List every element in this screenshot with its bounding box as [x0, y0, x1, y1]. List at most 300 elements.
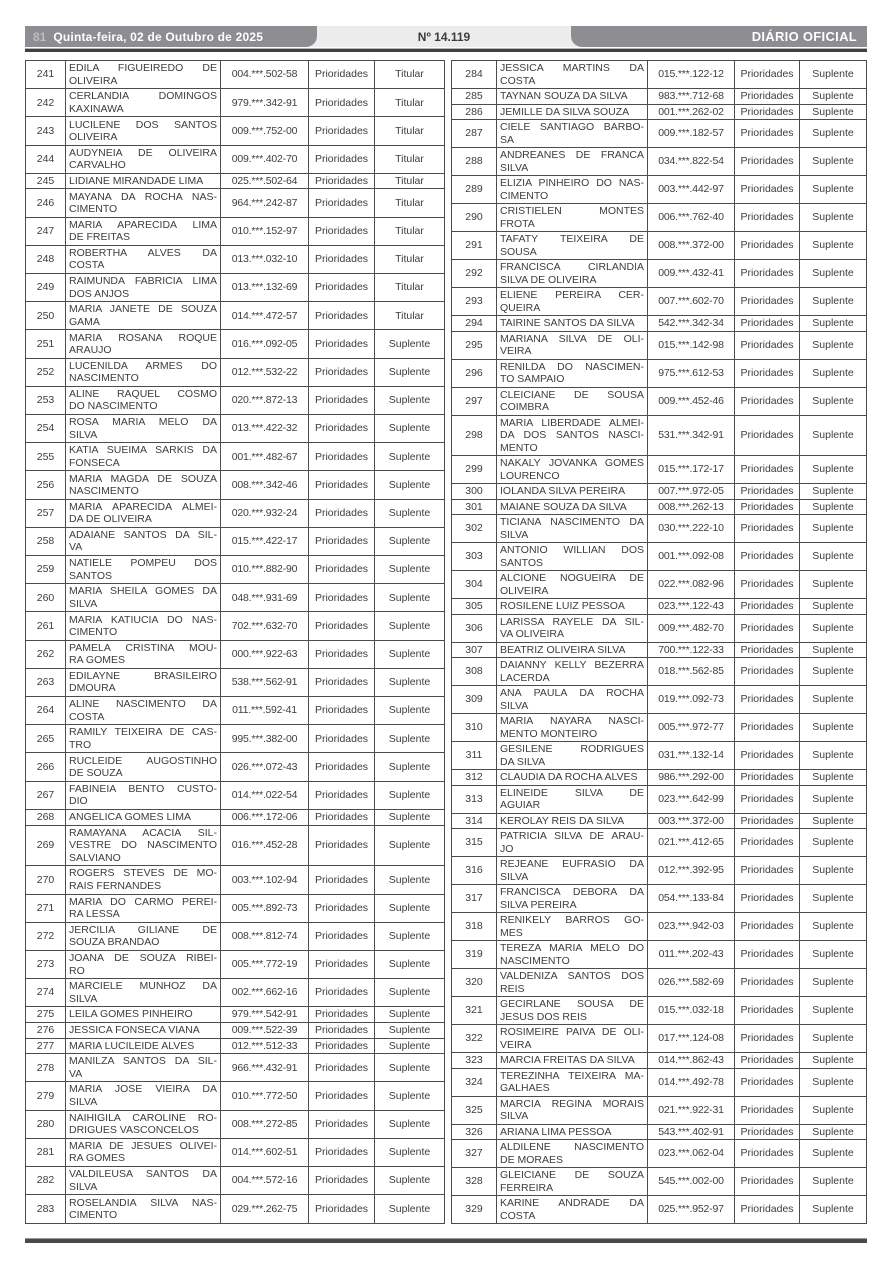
- person-name: ALINE NASCIMENTO DA COSTA: [66, 697, 221, 725]
- right-table: [451, 60, 867, 1224]
- criterio-label: Prioridades: [309, 979, 375, 1007]
- criterio-label: Prioridades: [735, 484, 800, 500]
- criterio-label: Prioridades: [735, 829, 800, 857]
- row-number: 241: [26, 61, 66, 89]
- cpf-masked: 983.***.712-68: [648, 89, 735, 105]
- row-number: 308: [452, 658, 497, 686]
- row-number: 319: [452, 941, 497, 969]
- table-row: [452, 969, 867, 997]
- person-name: ROSA MARIA MELO DA SILVA: [66, 415, 221, 443]
- condicao-label: Suplente: [800, 714, 867, 742]
- criterio-label: Prioridades: [309, 781, 375, 809]
- cpf-masked: 966.***.432-91: [221, 1054, 309, 1082]
- person-name: ELIZIA PINHEIRO DO NAS- CIMENTO: [497, 176, 648, 204]
- condicao-label: Suplente: [375, 471, 445, 499]
- condicao-label: Suplente: [375, 950, 445, 978]
- person-name: MARIA DE JESUES OLIVEI- RA GOMES: [66, 1138, 221, 1166]
- row-number: 320: [452, 969, 497, 997]
- condicao-label: Suplente: [375, 527, 445, 555]
- row-number: 322: [452, 1025, 497, 1053]
- person-name: RAMILY TEIXEIRA DE CAS- TRO: [66, 725, 221, 753]
- row-number: 295: [452, 331, 497, 359]
- cpf-masked: 001.***.262-02: [648, 104, 735, 120]
- cpf-masked: 017.***.124-08: [648, 1025, 735, 1053]
- table-row: [26, 358, 445, 386]
- table-row: [452, 686, 867, 714]
- table-row: [452, 359, 867, 387]
- condicao-label: Suplente: [800, 387, 867, 415]
- condicao-label: Suplente: [800, 515, 867, 543]
- cpf-masked: 012.***.392-95: [648, 857, 735, 885]
- row-number: 288: [452, 148, 497, 176]
- condicao-label: Suplente: [800, 857, 867, 885]
- row-number: 309: [452, 686, 497, 714]
- cpf-masked: 018.***.562-85: [648, 658, 735, 686]
- criterio-label: Prioridades: [735, 387, 800, 415]
- criterio-label: Prioridades: [735, 770, 800, 786]
- criterio-label: Prioridades: [735, 1196, 800, 1224]
- condicao-label: Suplente: [800, 1124, 867, 1140]
- table-row: [26, 1007, 445, 1023]
- cpf-masked: 995.***.382-00: [221, 725, 309, 753]
- row-number: 321: [452, 997, 497, 1025]
- condicao-label: Suplente: [800, 543, 867, 571]
- cpf-masked: 016.***.452-28: [221, 825, 309, 866]
- person-name: RENILDA DO NASCIMEN- TO SAMPAIO: [497, 359, 648, 387]
- table-row: [26, 809, 445, 825]
- cpf-masked: 006.***.172-06: [221, 809, 309, 825]
- person-name: ALINE RAQUEL COSMO DO NASCIMENTO: [66, 386, 221, 414]
- criterio-label: Prioridades: [735, 148, 800, 176]
- table-row: [452, 714, 867, 742]
- person-name: LARISSA RAYELE DA SIL- VA OLIVEIRA: [497, 614, 648, 642]
- row-number: 259: [26, 556, 66, 584]
- row-number: 250: [26, 302, 66, 330]
- table-row: [26, 922, 445, 950]
- row-number: 316: [452, 857, 497, 885]
- cpf-masked: 048.***.931-69: [221, 584, 309, 612]
- cpf-masked: 543.***.402-91: [648, 1124, 735, 1140]
- person-name: GESILENE RODRIGUES DA SILVA: [497, 742, 648, 770]
- criterio-label: Prioridades: [735, 204, 800, 232]
- criterio-label: Prioridades: [309, 217, 375, 245]
- condicao-label: Suplente: [375, 781, 445, 809]
- table-row: [452, 813, 867, 829]
- condicao-label: Suplente: [800, 260, 867, 288]
- condicao-label: Suplente: [375, 866, 445, 894]
- table-row: [452, 543, 867, 571]
- table-row: [26, 825, 445, 866]
- table-row: [26, 556, 445, 584]
- criterio-label: Prioridades: [735, 658, 800, 686]
- person-name: TAYNAN SOUZA DA SILVA: [497, 89, 648, 105]
- condicao-label: Suplente: [800, 1053, 867, 1069]
- criterio-label: Prioridades: [735, 941, 800, 969]
- row-number: 290: [452, 204, 497, 232]
- cpf-masked: 008.***.272-85: [221, 1110, 309, 1138]
- row-number: 299: [452, 456, 497, 484]
- condicao-label: Suplente: [800, 571, 867, 599]
- row-number: 296: [452, 359, 497, 387]
- condicao-label: Suplente: [800, 120, 867, 148]
- person-name: TAIRINE SANTOS DA SILVA: [497, 316, 648, 332]
- page-number: 81: [33, 29, 47, 44]
- cpf-masked: 015.***.122-12: [648, 61, 735, 89]
- table-row: [26, 584, 445, 612]
- cpf-masked: 005.***.892-73: [221, 894, 309, 922]
- row-number: 282: [26, 1166, 66, 1194]
- person-name: NAKALY JOVANKA GOMES LOURENCO: [497, 456, 648, 484]
- row-number: 284: [452, 61, 497, 89]
- criterio-label: Prioridades: [309, 1138, 375, 1166]
- person-name: FRANCISCA DEBORA DA SILVA PEREIRA: [497, 885, 648, 913]
- criterio-label: Prioridades: [309, 499, 375, 527]
- criterio-label: Prioridades: [309, 697, 375, 725]
- cpf-masked: 020.***.932-24: [221, 499, 309, 527]
- table-row: [26, 471, 445, 499]
- person-name: PATRICIA SILVA DE ARAU- JO: [497, 829, 648, 857]
- condicao-label: Suplente: [800, 484, 867, 500]
- person-name: RUCLEIDE AUGOSTINHO DE SOUZA: [66, 753, 221, 781]
- criterio-label: Prioridades: [309, 274, 375, 302]
- table-row: [26, 330, 445, 358]
- row-number: 242: [26, 89, 66, 117]
- cpf-masked: 014.***.492-78: [648, 1068, 735, 1096]
- person-name: ELIENE PEREIRA CER- QUEIRA: [497, 288, 648, 316]
- person-name: MAYANA DA ROCHA NAS- CIMENTO: [66, 189, 221, 217]
- condicao-label: Suplente: [800, 969, 867, 997]
- condicao-label: Suplente: [375, 1007, 445, 1023]
- person-name: MARIA LUCILEIDE ALVES: [66, 1038, 221, 1054]
- row-number: 252: [26, 358, 66, 386]
- condicao-label: Suplente: [375, 1082, 445, 1110]
- table-row: [452, 1196, 867, 1224]
- person-name: MARIA APARECIDA LIMA DE FREITAS: [66, 217, 221, 245]
- cpf-masked: 015.***.422-17: [221, 527, 309, 555]
- criterio-label: Prioridades: [735, 1025, 800, 1053]
- condicao-label: Suplente: [800, 599, 867, 615]
- cpf-masked: 023.***.062-04: [648, 1140, 735, 1168]
- cpf-masked: 025.***.502-64: [221, 173, 309, 189]
- criterio-label: Prioridades: [309, 302, 375, 330]
- row-number: 254: [26, 415, 66, 443]
- row-number: 287: [452, 120, 497, 148]
- condicao-label: Suplente: [375, 725, 445, 753]
- cpf-masked: 979.***.542-91: [221, 1007, 309, 1023]
- masthead-left-segment: [25, 26, 317, 47]
- table-row: [452, 770, 867, 786]
- criterio-label: Prioridades: [735, 599, 800, 615]
- criterio-label: Prioridades: [309, 668, 375, 696]
- table-row: [26, 61, 445, 89]
- table-row: [26, 697, 445, 725]
- person-name: ANDREANES DE FRANCA SILVA: [497, 148, 648, 176]
- table-row: [26, 527, 445, 555]
- condicao-label: Suplente: [375, 640, 445, 668]
- row-number: 317: [452, 885, 497, 913]
- table-row: [26, 1110, 445, 1138]
- cpf-masked: 008.***.372-00: [648, 232, 735, 260]
- row-number: 302: [452, 515, 497, 543]
- criterio-label: Prioridades: [735, 456, 800, 484]
- row-number: 264: [26, 697, 66, 725]
- criterio-label: Prioridades: [735, 120, 800, 148]
- row-number: 245: [26, 173, 66, 189]
- condicao-label: Suplente: [800, 997, 867, 1025]
- cpf-masked: 020.***.872-13: [221, 386, 309, 414]
- criterio-label: Prioridades: [735, 813, 800, 829]
- table-row: [452, 742, 867, 770]
- row-number: 329: [452, 1196, 497, 1224]
- person-name: IOLANDA SILVA PEREIRA: [497, 484, 648, 500]
- person-name: TAFATY TEIXEIRA DE SOUSA: [497, 232, 648, 260]
- condicao-label: Suplente: [800, 742, 867, 770]
- row-number: 280: [26, 1110, 66, 1138]
- condicao-label: Suplente: [800, 913, 867, 941]
- person-name: PAMELA CRISTINA MOU- RA GOMES: [66, 640, 221, 668]
- table-row: [452, 515, 867, 543]
- criterio-label: Prioridades: [309, 471, 375, 499]
- criterio-label: Prioridades: [309, 922, 375, 950]
- person-name: MARIA JOSE VIEIRA DA SILVA: [66, 1082, 221, 1110]
- cpf-masked: 009.***.182-57: [648, 120, 735, 148]
- person-name: RAIMUNDA FABRICIA LIMA DOS ANJOS: [66, 274, 221, 302]
- condicao-label: Suplente: [800, 1140, 867, 1168]
- criterio-label: Prioridades: [735, 260, 800, 288]
- cpf-masked: 026.***.072-43: [221, 753, 309, 781]
- person-name: NATIELE POMPEU DOS SANTOS: [66, 556, 221, 584]
- condicao-label: Suplente: [375, 330, 445, 358]
- person-name: TICIANA NASCIMENTO DA SILVA: [497, 515, 648, 543]
- cpf-masked: 013.***.032-10: [221, 245, 309, 273]
- cpf-masked: 011.***.202-43: [648, 941, 735, 969]
- table-row: [452, 456, 867, 484]
- condicao-label: Suplente: [800, 415, 867, 456]
- condicao-label: Suplente: [375, 1054, 445, 1082]
- criterio-label: Prioridades: [309, 866, 375, 894]
- criterio-label: Prioridades: [309, 415, 375, 443]
- criterio-label: Prioridades: [735, 515, 800, 543]
- condicao-label: Suplente: [375, 415, 445, 443]
- cpf-masked: 005.***.972-77: [648, 714, 735, 742]
- person-name: FRANCISCA CIRLANDIA SILVA DE OLIVEIRA: [497, 260, 648, 288]
- row-number: 323: [452, 1053, 497, 1069]
- condicao-label: Suplente: [800, 232, 867, 260]
- row-number: 301: [452, 499, 497, 515]
- criterio-label: Prioridades: [309, 189, 375, 217]
- cpf-masked: 007.***.972-05: [648, 484, 735, 500]
- person-name: MARIA KATIUCIA DO NAS- CIMENTO: [66, 612, 221, 640]
- cpf-masked: 010.***.772-50: [221, 1082, 309, 1110]
- condicao-label: Suplente: [375, 894, 445, 922]
- person-name: ELINEIDE SILVA DE AGUIAR: [497, 785, 648, 813]
- criterio-label: Prioridades: [735, 61, 800, 89]
- person-name: MARIA NAYARA NASCI- MENTO MONTEIRO: [497, 714, 648, 742]
- row-number: 311: [452, 742, 497, 770]
- condicao-label: Suplente: [800, 288, 867, 316]
- criterio-label: Prioridades: [735, 1053, 800, 1069]
- criterio-label: Prioridades: [309, 556, 375, 584]
- row-number: 314: [452, 813, 497, 829]
- condicao-label: Suplente: [375, 825, 445, 866]
- person-name: MARIA DO CARMO PEREI- RA LESSA: [66, 894, 221, 922]
- cpf-masked: 009.***.482-70: [648, 614, 735, 642]
- criterio-label: Prioridades: [309, 386, 375, 414]
- criterio-label: Prioridades: [309, 894, 375, 922]
- condicao-label: Titular: [375, 302, 445, 330]
- cpf-masked: 014.***.602-51: [221, 1138, 309, 1166]
- cpf-masked: 023.***.122-43: [648, 599, 735, 615]
- person-name: AUDYNEIA DE OLIVEIRA CARVALHO: [66, 145, 221, 173]
- person-name: JESSICA FONSECA VIANA: [66, 1022, 221, 1038]
- row-number: 272: [26, 922, 66, 950]
- row-number: 294: [452, 316, 497, 332]
- row-number: 305: [452, 599, 497, 615]
- gazette-page: [25, 0, 867, 1224]
- row-number: 324: [452, 1068, 497, 1096]
- person-name: MARCIA REGINA MORAIS SILVA: [497, 1096, 648, 1124]
- masthead-title: DIÁRIO OFICIAL: [751, 29, 857, 44]
- person-name: ROSILENE LUIZ PESSOA: [497, 599, 648, 615]
- row-number: 291: [452, 232, 497, 260]
- cpf-masked: 003.***.372-00: [648, 813, 735, 829]
- person-name: RENIKELY BARROS GO- MES: [497, 913, 648, 941]
- criterio-label: Prioridades: [309, 1110, 375, 1138]
- row-number: 327: [452, 1140, 497, 1168]
- gazette-date: Quinta-feira, 02 de Outubro de 2025: [53, 29, 264, 44]
- row-number: 306: [452, 614, 497, 642]
- edition-number: Nº 14.119: [417, 29, 471, 44]
- person-name: ADAIANE SANTOS DA SIL- VA: [66, 527, 221, 555]
- row-number: 275: [26, 1007, 66, 1023]
- condicao-label: Suplente: [800, 770, 867, 786]
- person-name: TEREZA MARIA MELO DO NASCIMENTO: [497, 941, 648, 969]
- condicao-label: Suplente: [800, 642, 867, 658]
- condicao-label: Titular: [375, 245, 445, 273]
- criterio-label: Prioridades: [735, 499, 800, 515]
- cpf-masked: 025.***.952-97: [648, 1196, 735, 1224]
- criterio-label: Prioridades: [735, 997, 800, 1025]
- criterio-label: Prioridades: [735, 857, 800, 885]
- table-row: [26, 89, 445, 117]
- criterio-label: Prioridades: [309, 330, 375, 358]
- criterio-label: Prioridades: [735, 913, 800, 941]
- person-name: MARCIA FREITAS DA SILVA: [497, 1053, 648, 1069]
- condicao-label: Suplente: [800, 1168, 867, 1196]
- person-name: ROSIMEIRE PAIVA DE OLI- VEIRA: [497, 1025, 648, 1053]
- cpf-masked: 014.***.472-57: [221, 302, 309, 330]
- cpf-masked: 015.***.142-98: [648, 331, 735, 359]
- person-name: TEREZINHA TEIXEIRA MA- GALHAES: [497, 1068, 648, 1096]
- cpf-masked: 008.***.342-46: [221, 471, 309, 499]
- table-row: [452, 415, 867, 456]
- cpf-masked: 011.***.592-41: [221, 697, 309, 725]
- table-row: [452, 387, 867, 415]
- cpf-masked: 034.***.822-54: [648, 148, 735, 176]
- condicao-label: Suplente: [800, 176, 867, 204]
- table-row: [26, 668, 445, 696]
- criterio-label: Prioridades: [309, 640, 375, 668]
- cpf-masked: 009.***.432-41: [648, 260, 735, 288]
- criterio-label: Prioridades: [309, 809, 375, 825]
- person-name: ROSELANDIA SILVA NAS- CIMENTO: [66, 1195, 221, 1224]
- cpf-masked: 010.***.152-97: [221, 217, 309, 245]
- table-row: [452, 885, 867, 913]
- row-number: 326: [452, 1124, 497, 1140]
- condicao-label: Suplente: [375, 1166, 445, 1194]
- row-number: 276: [26, 1022, 66, 1038]
- criterio-label: Prioridades: [735, 785, 800, 813]
- cpf-masked: 004.***.572-16: [221, 1166, 309, 1194]
- cpf-masked: 012.***.512-33: [221, 1038, 309, 1054]
- row-number: 246: [26, 189, 66, 217]
- criterio-label: Prioridades: [735, 1168, 800, 1196]
- condicao-label: Suplente: [800, 785, 867, 813]
- criterio-label: Prioridades: [735, 288, 800, 316]
- masthead-right-segment: [571, 26, 867, 47]
- person-name: CLAUDIA DA ROCHA ALVES: [497, 770, 648, 786]
- person-name: DAIANNY KELLY BEZERRA LACERDA: [497, 658, 648, 686]
- cpf-masked: 004.***.502-58: [221, 61, 309, 89]
- table-row: [452, 232, 867, 260]
- person-name: MAIANE SOUZA DA SILVA: [497, 499, 648, 515]
- left-table: [25, 60, 445, 1224]
- row-number: 312: [452, 770, 497, 786]
- row-number: 307: [452, 642, 497, 658]
- criterio-label: Prioridades: [735, 742, 800, 770]
- person-name: KATIA SUEIMA SARKIS DA FONSECA: [66, 443, 221, 471]
- table-row: [26, 217, 445, 245]
- condicao-label: Suplente: [375, 979, 445, 1007]
- condicao-label: Suplente: [375, 358, 445, 386]
- cpf-masked: 010.***.882-90: [221, 556, 309, 584]
- person-name: BEATRIZ OLIVEIRA SILVA: [497, 642, 648, 658]
- row-number: 269: [26, 825, 66, 866]
- row-number: 313: [452, 785, 497, 813]
- person-name: MARIA APARECIDA ALMEI- DA DE OLIVEIRA: [66, 499, 221, 527]
- criterio-label: Prioridades: [309, 245, 375, 273]
- cpf-masked: 001.***.092-08: [648, 543, 735, 571]
- criterio-label: Prioridades: [309, 527, 375, 555]
- person-name: MARIA JANETE DE SOUZA GAMA: [66, 302, 221, 330]
- person-name: ANA PAULA DA ROCHA SILVA: [497, 686, 648, 714]
- criterio-label: Prioridades: [735, 714, 800, 742]
- condicao-label: Suplente: [375, 809, 445, 825]
- criterio-label: Prioridades: [735, 331, 800, 359]
- condicao-label: Titular: [375, 274, 445, 302]
- criterio-label: Prioridades: [309, 358, 375, 386]
- table-row: [452, 61, 867, 89]
- condicao-label: Suplente: [375, 1022, 445, 1038]
- condicao-label: Titular: [375, 189, 445, 217]
- condicao-label: Suplente: [800, 359, 867, 387]
- table-row: [452, 120, 867, 148]
- condicao-label: Suplente: [375, 1110, 445, 1138]
- table-row: [452, 913, 867, 941]
- row-number: 253: [26, 386, 66, 414]
- criterio-label: Prioridades: [309, 584, 375, 612]
- criterio-label: Prioridades: [309, 173, 375, 189]
- person-name: MARIA LIBERDADE ALMEI- DA DOS SANTOS NASCI- MENTO: [497, 415, 648, 456]
- table-row: [26, 950, 445, 978]
- person-name: GECIRLANE SOUSA DE JESUS DOS REIS: [497, 997, 648, 1025]
- criterio-label: Prioridades: [735, 885, 800, 913]
- person-name: LUCILENE DOS SANTOS OLIVEIRA: [66, 117, 221, 145]
- condicao-label: Titular: [375, 145, 445, 173]
- row-number: 279: [26, 1082, 66, 1110]
- row-number: 258: [26, 527, 66, 555]
- row-number: 271: [26, 894, 66, 922]
